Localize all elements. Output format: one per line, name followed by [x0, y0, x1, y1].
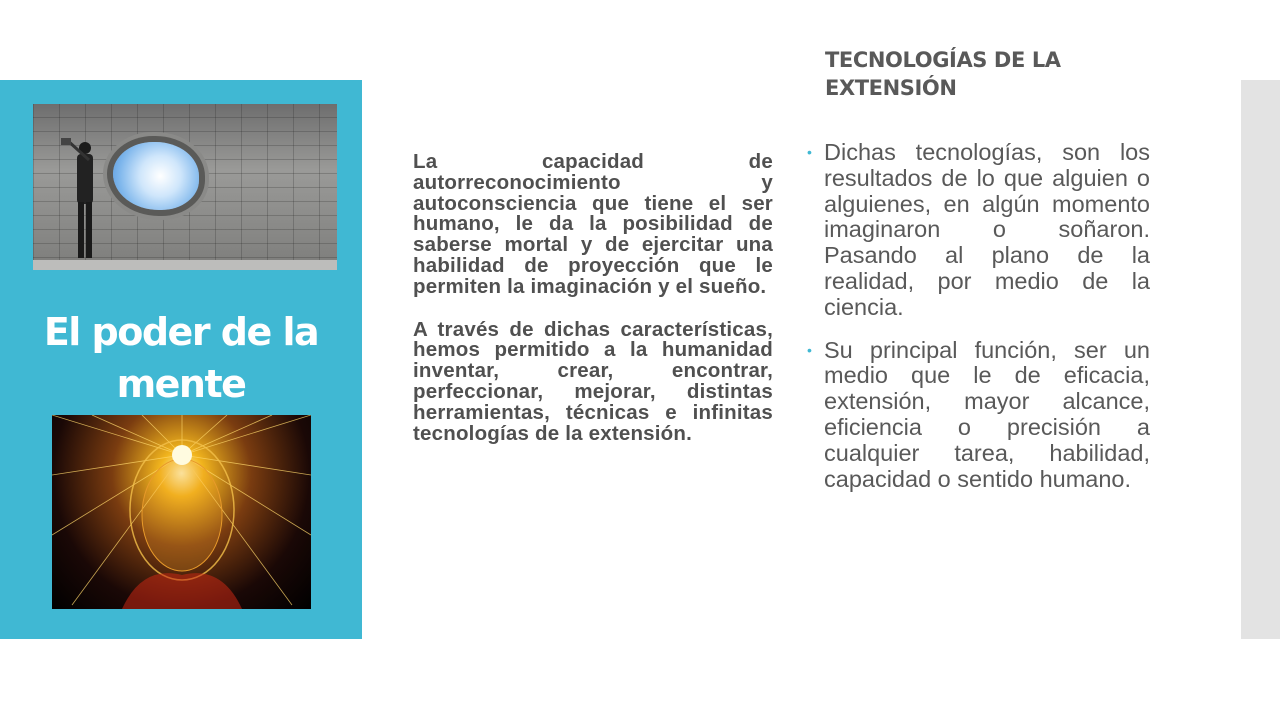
bullet-icon: •	[807, 341, 812, 358]
glowing-head-image	[52, 415, 311, 609]
paragraph-capacity: La capacidad de autorreconocimiento y autoconsciencia que tiene el ser humano, le da la posibilidad de saberse mortal y de ejercitar una habilidad de proyección que le permiten la imaginación y el sueño.	[413, 150, 773, 298]
title-panel	[0, 80, 362, 639]
bullet-text: Su principal función, ser un medio que le de eficacia, extensión, mayor alcance, eficiencia o precisión a cualquier tarea, habilidad, capacidad o sentido humano.	[824, 336, 1150, 492]
body-text	[413, 152, 773, 466]
bullet-text: Dichas tecnologías, son los resultados de lo que alguien o alguienes, en algún momento imaginaron o soñaron. Pasando al plano de la realidad, por medio de la ciencia.	[824, 139, 1150, 320]
bullet-icon: •	[807, 144, 812, 160]
bullet-item	[806, 140, 1150, 321]
right-side-bar	[1241, 80, 1280, 639]
man-breaking-wall-image	[33, 104, 337, 270]
section-heading: TECNOLOGÍAS DE LA EXTENSIÓN	[825, 48, 1061, 100]
bullet-list	[806, 140, 1150, 509]
bullet-item	[806, 338, 1150, 493]
paragraph-characteristics: A través de dichas características, hemos permitido a la humanidad inventar, crear, encontrar, perfeccionar, mejorar, distintas herramientas, técnicas e infinitas tecnologías de la extensión.	[413, 317, 773, 445]
slide-title: El poder de la mente	[43, 310, 319, 406]
